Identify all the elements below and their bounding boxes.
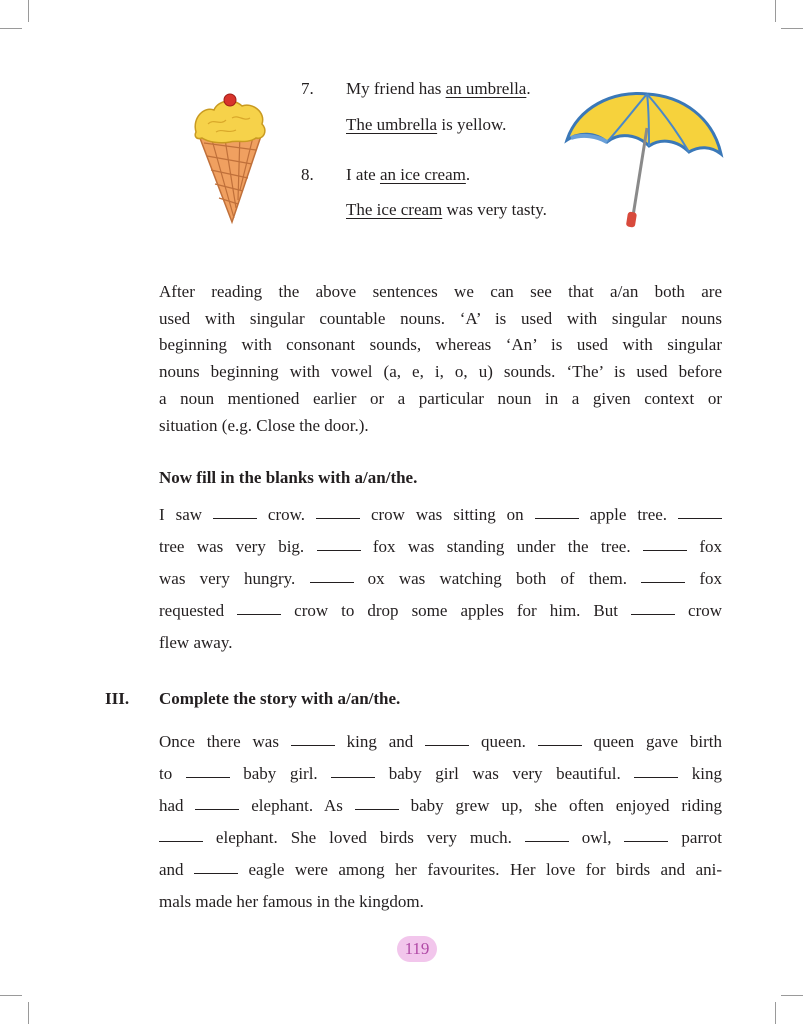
text-segment: baby grew up, she often enjoyed riding (398, 796, 722, 815)
text-segment: king (678, 764, 723, 783)
story-line (159, 764, 722, 784)
text-segment: crow was sitting on (360, 505, 535, 524)
text-segment: and (159, 860, 195, 879)
exercise-line (159, 633, 722, 653)
story-line (159, 828, 722, 848)
text-segment: mals made her famous in the kingdom. (159, 892, 424, 911)
fill-in-blank[interactable] (159, 840, 203, 842)
text-segment: apple tree. (578, 505, 678, 524)
text-segment: crow (675, 601, 723, 620)
crop-mark (0, 28, 22, 29)
text-segment: eagle were among her favourites. Her love for birds and ani- (238, 860, 722, 879)
explanation-line: beginning with consonant sounds, whereas ‘An’ is used with singular (159, 335, 722, 354)
text-segment: tree was very big. (159, 537, 317, 556)
explanation-line: nouns beginning with vowel (a, e, i, o, u) sounds. ‘The’ is used before (159, 362, 722, 381)
text-segment: had (159, 796, 196, 815)
fill-in-blank[interactable] (355, 808, 399, 810)
explanation-line: used with singular countable nouns. ‘A’ is used with singular nouns (159, 309, 722, 328)
example-sentence: I ate an ice cream. (346, 165, 471, 184)
exercise-line (159, 569, 722, 589)
text-segment: crow to drop some apples for him. But (281, 601, 632, 620)
story-line (159, 796, 722, 816)
fill-in-blank[interactable] (213, 517, 257, 519)
exercise-line (159, 505, 722, 525)
text-segment: baby girl. (229, 764, 332, 783)
example-sentence: The ice cream was very tasty. (346, 200, 547, 219)
fill-in-blank[interactable] (538, 744, 582, 746)
fill-in-blank[interactable] (186, 776, 230, 778)
text-segment: fox (685, 569, 722, 588)
crop-mark (28, 1002, 29, 1024)
text-segment: parrot (668, 828, 723, 847)
text-segment: fox (686, 537, 722, 556)
fill-in-blank[interactable] (316, 517, 360, 519)
explanation-line: situation (e.g. Close the door.). (159, 416, 369, 435)
fill-in-blank[interactable] (291, 744, 335, 746)
section-heading: Complete the story with a/an/the. (159, 689, 401, 708)
text-segment: elephant. She loved birds very much. (203, 828, 525, 847)
exercise-line (159, 601, 722, 621)
crop-mark (775, 0, 776, 22)
fill-in-blank[interactable] (425, 744, 469, 746)
crop-mark (0, 995, 22, 996)
example-number: 7. (301, 79, 314, 98)
fill-in-blank[interactable] (195, 808, 239, 810)
fill-in-blank[interactable] (331, 776, 375, 778)
fill-in-blank[interactable] (678, 517, 722, 519)
text-segment: requested (159, 601, 238, 620)
text-segment: king and (334, 732, 426, 751)
fill-in-blank[interactable] (525, 840, 569, 842)
exercise-line (159, 537, 722, 557)
example-sentence: My friend has an umbrella. (346, 79, 531, 98)
page-number: 119 (397, 936, 437, 962)
fill-in-blank[interactable] (631, 613, 675, 615)
crop-mark (781, 995, 803, 996)
crop-mark (775, 1002, 776, 1024)
text-segment: flew away. (159, 633, 233, 652)
fill-in-blank[interactable] (310, 581, 354, 583)
text-segment: Once there was (159, 732, 291, 751)
fill-in-blank[interactable] (643, 549, 687, 551)
fill-in-blank[interactable] (535, 517, 579, 519)
story-line (159, 860, 722, 880)
fill-in-blank[interactable] (237, 613, 281, 615)
text-segment: baby girl was very beautiful. (375, 764, 635, 783)
example-sentence: The umbrella is yellow. (346, 115, 507, 134)
story-line (159, 892, 722, 912)
fill-in-blank[interactable] (194, 872, 238, 874)
text-segment: to (159, 764, 186, 783)
fill-in-blank[interactable] (317, 549, 361, 551)
text-segment: elephant. As (239, 796, 355, 815)
ice-cream-cone-illustration (190, 88, 270, 228)
crop-mark (28, 0, 29, 22)
section-numeral: III. (105, 689, 130, 708)
fill-in-blank[interactable] (634, 776, 678, 778)
explanation-line: a noun mentioned earlier or a particular noun in a given context or (159, 389, 722, 408)
exercise-heading: Now fill in the blanks with a/an/the. (159, 468, 418, 487)
explanation-line: After reading the above sentences we can see that a/an both are (159, 282, 722, 301)
text-segment: I saw (159, 505, 213, 524)
fill-in-blank[interactable] (641, 581, 685, 583)
story-line (159, 732, 722, 752)
text-segment: fox was standing under the tree. (360, 537, 643, 556)
umbrella-illustration (563, 88, 725, 233)
fill-in-blank[interactable] (624, 840, 668, 842)
text-segment: crow. (256, 505, 316, 524)
example-number: 8. (301, 165, 314, 184)
text-segment: queen. (469, 732, 538, 751)
text-segment: queen gave birth (581, 732, 722, 751)
crop-mark (781, 28, 803, 29)
text-segment: ox was watching both of them. (353, 569, 642, 588)
text-segment: owl, (568, 828, 625, 847)
text-segment: was very hungry. (159, 569, 310, 588)
